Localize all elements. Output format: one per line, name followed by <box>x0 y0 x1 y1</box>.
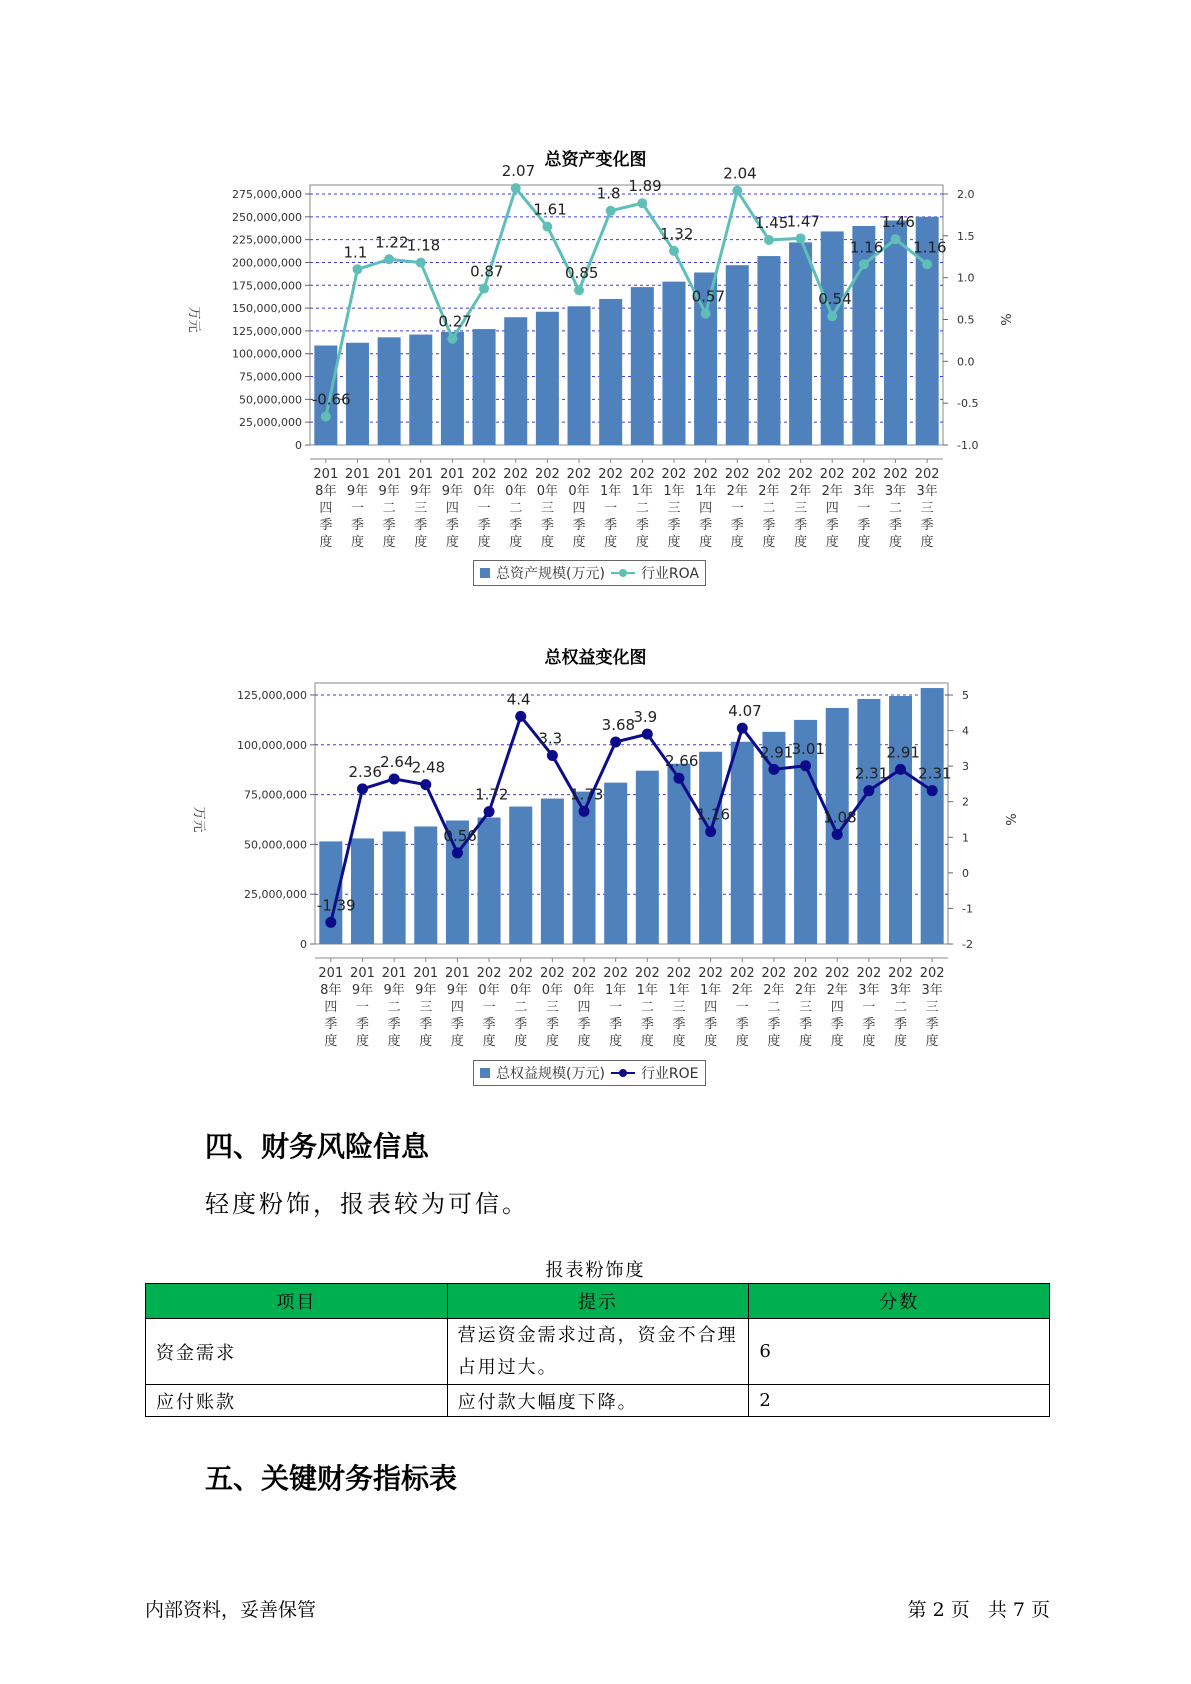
bar <box>478 818 501 944</box>
y-tick-label: 200,000,000 <box>232 256 302 270</box>
y2-tick-label: 1.5 <box>957 229 975 243</box>
x-tick-label: 201 8年四季度 <box>313 467 339 550</box>
bar <box>383 831 406 944</box>
x-tick-label: 202 1年四季度 <box>693 467 719 550</box>
y-axis-title: 万元 <box>191 806 206 833</box>
x-tick-label: 202 1年三季度 <box>661 467 687 550</box>
section4-text: 轻度粉饰，报表较为可信。 <box>205 1190 529 1218</box>
data-label: 3.01 <box>791 739 825 758</box>
bar <box>699 752 722 944</box>
x-tick-label: 202 2年三季度 <box>788 467 813 550</box>
table-cell-score: 2 <box>749 1385 1050 1417</box>
line-point <box>891 234 901 244</box>
bar <box>921 688 944 944</box>
y2-axis-title: % <box>997 313 1012 326</box>
y-tick-label: 50,000,000 <box>244 838 307 852</box>
line-point <box>859 259 869 269</box>
y2-tick-label: -1.0 <box>957 439 979 452</box>
line-point <box>447 334 457 344</box>
x-tick-label: 202 0年二季度 <box>508 966 534 1049</box>
x-tick-label: 201 9年三季度 <box>413 966 439 1049</box>
line-point <box>768 764 779 775</box>
x-tick-label: 201 9年三季度 <box>408 467 434 550</box>
x-tick-label: 202 2年三季度 <box>793 966 818 1049</box>
data-label: 1.8 <box>596 184 621 203</box>
bar <box>541 799 564 944</box>
y2-axis-title: % <box>1002 813 1017 826</box>
x-tick-label: 201 9年四季度 <box>440 467 465 550</box>
x-tick-label: 202 0年四季度 <box>566 467 592 550</box>
bar <box>441 332 464 445</box>
bar <box>414 826 437 944</box>
table-cell-item: 资金需求 <box>146 1319 448 1385</box>
bar <box>378 337 401 445</box>
y2-tick-label: 2 <box>962 795 969 809</box>
x-tick-label: 202 3年一季度 <box>856 966 882 1049</box>
bar <box>857 699 880 944</box>
x-tick-label: 201 8年四季度 <box>318 966 344 1049</box>
assets-legend-bar-label: 总资产规模(万元) <box>496 566 605 582</box>
bar <box>757 256 780 445</box>
bar <box>762 732 785 944</box>
table-cell-score: 6 <box>749 1319 1050 1385</box>
bar <box>731 742 754 944</box>
bar <box>599 299 622 445</box>
table-cell-hint: 营运资金需求过高，资金不合理占用过大。 <box>447 1319 749 1385</box>
line-point <box>701 309 711 319</box>
line-point <box>515 711 526 722</box>
line-point <box>895 764 906 775</box>
bar <box>536 312 559 445</box>
y-tick-label: 100,000,000 <box>232 347 302 361</box>
bar <box>631 287 654 445</box>
y2-tick-label: -0.5 <box>957 397 979 411</box>
bar <box>789 242 812 445</box>
y-tick-label: 50,000,000 <box>239 393 302 407</box>
y-tick-label: 0 <box>300 938 307 951</box>
x-tick-label: 201 9年二季度 <box>381 966 407 1049</box>
bar <box>884 220 907 445</box>
x-tick-label: 202 1年一季度 <box>598 467 624 550</box>
assets-legend-line-label: 行业ROA <box>640 566 700 582</box>
equity-chart-legend <box>473 1060 706 1086</box>
data-label: 0.56 <box>443 826 477 845</box>
data-label: 1.08 <box>823 808 857 827</box>
x-tick-label: 202 0年二季度 <box>503 467 529 550</box>
table-header-row <box>146 1284 1050 1319</box>
x-tick-label: 202 1年四季度 <box>698 966 724 1049</box>
x-tick-label: 202 0年一季度 <box>476 966 502 1049</box>
line-point <box>389 773 400 784</box>
footer-page-number: 第 2 页 共 7 页 <box>907 1599 1050 1621</box>
data-label: 1.61 <box>533 200 567 219</box>
bar-legend-swatch <box>480 1068 490 1078</box>
risk-table-caption: 报表粉饰度 <box>545 1260 646 1281</box>
line-point <box>863 785 874 796</box>
assets-chart-legend <box>473 560 706 586</box>
line-point <box>796 233 806 243</box>
y2-tick-label: 1 <box>962 831 969 845</box>
data-label: 1.72 <box>475 785 509 804</box>
y-tick-label: 75,000,000 <box>239 370 302 384</box>
line-point <box>673 773 684 784</box>
data-label: 1.47 <box>786 212 820 231</box>
x-tick-label: 202 1年二季度 <box>629 467 655 550</box>
data-label: 3.9 <box>633 708 658 727</box>
bar <box>821 231 844 445</box>
data-label: 2.64 <box>380 752 414 771</box>
line-point <box>420 779 431 790</box>
x-tick-label: 202 0年四季度 <box>571 966 597 1049</box>
column-header: 项目 <box>146 1284 448 1319</box>
data-label: 1.73 <box>570 785 604 804</box>
data-label: 1.16 <box>913 238 947 257</box>
table-cell-item: 应付账款 <box>146 1385 448 1417</box>
equity-legend-bar-label: 总权益规模(万元) <box>496 1066 605 1082</box>
bar <box>636 771 659 944</box>
line-legend-swatch <box>611 567 635 579</box>
bar <box>726 265 749 445</box>
line-point <box>705 826 716 837</box>
plot-area <box>310 185 943 445</box>
table-row <box>146 1319 1050 1385</box>
bar <box>504 317 527 445</box>
table-row <box>146 1385 1050 1417</box>
y-tick-label: 125,000,000 <box>232 324 302 338</box>
table-cell-hint: 应付款大幅度下降。 <box>447 1385 749 1417</box>
line-point <box>352 264 362 274</box>
line-point <box>579 806 590 817</box>
data-label: 1.1 <box>343 243 368 262</box>
section5-heading: 五、关键财务指标表 <box>205 1462 458 1495</box>
data-label: 4.07 <box>728 702 762 721</box>
assets-chart-title: 总资产变化图 <box>544 150 647 170</box>
data-label: 2.31 <box>854 764 889 783</box>
x-tick-label: 202 1年二季度 <box>634 966 660 1049</box>
x-tick-label: 202 3年二季度 <box>888 966 913 1049</box>
data-label: 1.46 <box>881 213 915 232</box>
y2-tick-label: 0.0 <box>957 355 975 369</box>
y2-tick-label: 0 <box>962 866 969 880</box>
line-point <box>737 723 748 734</box>
assets-chart <box>0 162 1191 595</box>
data-label: 0.87 <box>470 262 504 281</box>
bar <box>509 807 532 944</box>
y-axis-title: 万元 <box>186 306 201 333</box>
data-label: 2.07 <box>501 162 536 181</box>
x-tick-label: 202 2年四季度 <box>819 467 845 550</box>
data-label: 0.57 <box>691 287 726 306</box>
x-tick-label: 202 3年一季度 <box>851 467 877 550</box>
y2-tick-label: 0.5 <box>957 313 975 327</box>
y2-tick-label: 5 <box>962 689 969 702</box>
x-tick-label: 202 2年四季度 <box>824 966 850 1049</box>
data-label: 2.48 <box>411 758 446 777</box>
y-tick-label: 225,000,000 <box>232 233 302 247</box>
x-tick-label: 202 2年二季度 <box>761 966 787 1049</box>
y-tick-label: 175,000,000 <box>232 279 302 293</box>
x-tick-label: 201 9年四季度 <box>445 966 470 1049</box>
y-tick-label: 125,000,000 <box>237 689 307 702</box>
data-label: 1.16 <box>696 805 731 824</box>
x-tick-label: 201 9年一季度 <box>345 467 370 550</box>
y-tick-label: 100,000,000 <box>237 738 307 752</box>
data-label: 1.45 <box>754 214 789 233</box>
bar <box>889 696 912 944</box>
column-header: 分数 <box>749 1284 1050 1319</box>
x-tick-label: 201 9年二季度 <box>376 467 402 550</box>
x-tick-label: 202 1年一季度 <box>603 966 629 1049</box>
data-label: 2.91 <box>886 743 920 762</box>
x-tick-label: 202 0年三季度 <box>539 966 565 1049</box>
bar-legend-swatch <box>480 568 490 578</box>
y-tick-label: 0 <box>295 439 302 452</box>
line-point <box>669 246 679 256</box>
line-point <box>574 285 584 295</box>
line-point <box>732 186 742 196</box>
line-point <box>384 254 394 264</box>
data-label: 2.31 <box>918 764 952 783</box>
bar <box>473 329 496 445</box>
line-point <box>606 206 616 216</box>
line-point <box>484 806 495 817</box>
equity-chart <box>0 675 1191 1095</box>
y-tick-label: 25,000,000 <box>244 888 307 902</box>
bar <box>351 838 374 944</box>
risk-table <box>145 1283 1050 1417</box>
line-point <box>637 198 647 208</box>
line-legend-swatch <box>611 1067 635 1079</box>
line-point <box>547 750 558 761</box>
line-point <box>764 235 774 245</box>
bar <box>662 282 685 445</box>
bar <box>409 335 432 445</box>
y2-tick-label: 2.0 <box>957 188 975 201</box>
bar <box>568 306 591 445</box>
y-tick-label: 250,000,000 <box>232 210 302 224</box>
data-label: 1.89 <box>628 177 662 196</box>
y-tick-label: 275,000,000 <box>232 188 302 201</box>
data-label: -0.66 <box>311 390 351 409</box>
data-label: -1.39 <box>316 896 356 915</box>
footer-left: 内部资料，妥善保管 <box>145 1599 317 1621</box>
y2-tick-label: -1 <box>962 902 973 916</box>
y-tick-label: 25,000,000 <box>239 416 302 430</box>
y2-tick-label: -2 <box>962 938 973 951</box>
x-tick-label: 202 2年二季度 <box>756 467 782 550</box>
data-label: 2.04 <box>723 164 757 183</box>
line-point <box>321 412 331 422</box>
x-tick-label: 202 1年三季度 <box>666 966 692 1049</box>
data-label: 2.66 <box>664 752 699 771</box>
line-point <box>357 783 368 794</box>
line-point <box>325 917 336 928</box>
section4-heading: 四、财务风险信息 <box>205 1130 430 1163</box>
data-label: 0.27 <box>438 312 472 331</box>
line-point <box>832 829 843 840</box>
data-label: 2.36 <box>348 762 382 781</box>
line-point <box>827 311 837 321</box>
line-point <box>416 258 426 268</box>
bar <box>604 783 627 944</box>
data-label: 1.18 <box>406 236 441 255</box>
x-tick-label: 202 0年三季度 <box>534 467 560 550</box>
x-tick-label: 201 9年一季度 <box>350 966 375 1049</box>
y2-tick-label: 1.0 <box>957 271 975 285</box>
line-point <box>542 222 552 232</box>
line-point <box>800 760 811 771</box>
x-tick-label: 202 0年一季度 <box>471 467 497 550</box>
data-label: 1.32 <box>659 224 694 243</box>
column-header: 提示 <box>447 1284 749 1319</box>
data-label: 3.68 <box>601 715 636 734</box>
x-tick-label: 202 3年二季度 <box>883 467 908 550</box>
equity-chart-title: 总权益变化图 <box>544 648 647 668</box>
y2-tick-label: 3 <box>962 760 969 774</box>
x-tick-label: 202 3年三季度 <box>914 467 940 550</box>
line-point <box>610 736 621 747</box>
x-tick-label: 202 3年三季度 <box>919 966 945 1049</box>
y-tick-label: 150,000,000 <box>232 302 302 316</box>
x-tick-label: 202 2年一季度 <box>724 467 750 550</box>
line-point <box>511 183 521 193</box>
data-label: 1.22 <box>375 233 409 252</box>
data-label: 2.91 <box>759 743 794 762</box>
data-label: 1.16 <box>849 238 884 257</box>
line-point <box>922 259 932 269</box>
line-point <box>642 729 653 740</box>
equity-legend-line-label: 行业ROE <box>640 1066 699 1082</box>
line-point <box>479 284 489 294</box>
x-tick-label: 202 2年一季度 <box>729 966 755 1049</box>
data-label: 0.54 <box>818 290 852 309</box>
data-label: 3.3 <box>538 729 563 748</box>
y-tick-label: 75,000,000 <box>244 788 307 802</box>
data-label: 4.4 <box>506 690 531 709</box>
data-label: 0.85 <box>565 264 599 283</box>
line-point <box>452 847 463 858</box>
y2-tick-label: 4 <box>962 724 969 738</box>
line-point <box>927 785 938 796</box>
